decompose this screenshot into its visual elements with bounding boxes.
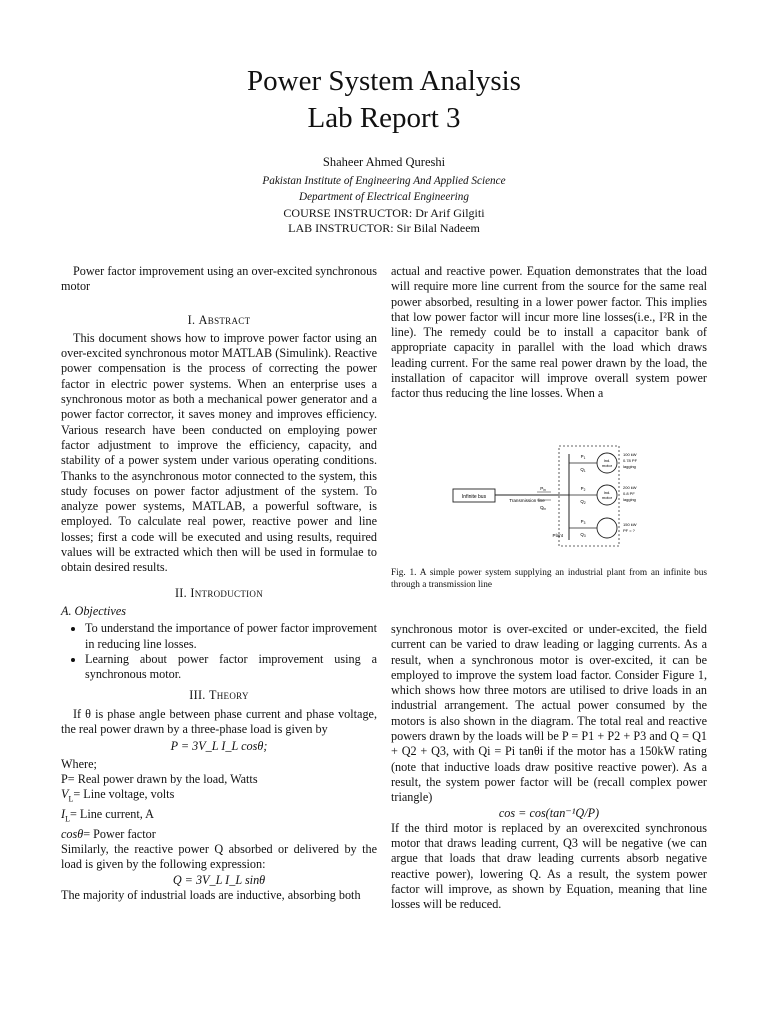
p2-label: $P_2$ bbox=[580, 486, 586, 492]
equation-reactive-power: Q = 3V_L I_L sinθ bbox=[172, 872, 266, 887]
theory-heading: III. Theory bbox=[189, 688, 249, 703]
rating-3-a: 150 kW bbox=[623, 522, 637, 527]
definition-il: $I_L=$ Line current, A bbox=[61, 806, 154, 824]
q1-label: $Q_1$ bbox=[580, 467, 586, 473]
theory-paragraph-1: If θ is phase angle between phase current and phase voltage, the real power drawn by a three-phase load is given by bbox=[61, 706, 377, 737]
rating-3-b: PF = ? bbox=[623, 528, 635, 533]
motor-2-label-a: Ind. bbox=[603, 490, 611, 495]
abstract-text: This document shows how to improve power factor using an over-excited synchronous motor MATLAB (Simulink). Reactive power compensation is the process of correcting the power factor in electric power systems. When an enterprise uses a synchronous motor as both a mechanical power generator and a power factor corrector, it saves money and improves efficiency. Various research have been conducted on employing power factor adjustment to improve the efficiency, capacity, and stability of a power system under various operating conditions. Thanks to the asynchronous motor connected to the system, this study focuses on power factor adjustment of the system. To analyze power systems, MATLAB, a powerful software, is employed. To calculate real power, reactive power and line losses; first a code will be executed and using results, required values will be extracted which then will be used in formulae to obtain desired results. bbox=[61, 330, 377, 575]
right-column-top bbox=[391, 264, 707, 402]
q2-label: $Q_2$ bbox=[580, 499, 586, 505]
motor-3-icon bbox=[597, 518, 617, 538]
theory-paragraph-3: The majority of industrial loads are inductive, absorbing both bbox=[61, 887, 361, 902]
p1-label: $P_1$ bbox=[580, 454, 586, 460]
right-paragraph-3: If the third motor is replaced by an overexcited synchronous motor that draws leading current, Q3 will be negative (we can argue that loads that draw leading currents absorb negative reactive power), lowering Q. As a result, the system power factor will improve, as shown by Equation, meaning that line losses will be reduced. bbox=[391, 820, 707, 912]
intro-paragraph: Power factor improvement using an over-excited synchronous motor bbox=[61, 264, 377, 294]
rating-2-c: lagging bbox=[623, 497, 636, 502]
plant-label: Plant bbox=[552, 533, 563, 538]
rating-1-a: 100 kW bbox=[623, 452, 637, 457]
right-paragraph-1: actual and reactive power. Equation demonstrates that the load will require more line current from the source for the same real power absorbed, resulting in a lower power factor. This implies that low power factor will incur more line losses(i.e., I²R in the line). The remedy could be to install a capacitor bank of appropriate capacity in parallel with the load which draws leading current. For the same real power drawn by the load, the installation of capacitor will improve overall system power factor thus reducing the line losses. When a bbox=[391, 264, 707, 401]
rating-2-b: 0.8 PF bbox=[623, 491, 635, 496]
power-system-diagram bbox=[445, 440, 685, 552]
motor-2-label-b: motor bbox=[601, 495, 613, 500]
transmission-line-label: Transmission line bbox=[509, 498, 545, 503]
rating-2-a: 200 kW bbox=[623, 485, 637, 490]
p3-label: $P_3$ bbox=[580, 519, 586, 525]
introduction-heading: II. Introduction bbox=[174, 585, 264, 600]
right-paragraph-2: synchronous motor is over-excited or under-excited, the field current can be varied to draw leading or lagging currents. As a result, when a synchronous motor is over-excited, it can be employed to improve the system load factor. Consider Figure 1, which shows how three motors are utilised to drive loads in an industrial arrangement. The actual power consumed by the motors is also shown in the diagram. The total real and reactive powers drawn by the loads will be P = P1 + P2 + P3 and Q = Q1 + Q2 + Q3, with Qi = Pi tanθi if the motor has a 150kW rating (note that inductive loads draw positive reactive power). As a result, the system power factor will be (recall complex power triangle) bbox=[391, 622, 707, 805]
left-column bbox=[61, 264, 377, 903]
course-instructor: COURSE INSTRUCTOR: Dr Arif Gilgiti bbox=[283, 206, 485, 220]
q3-label: $Q_3$ bbox=[580, 532, 586, 538]
objectives-list bbox=[61, 621, 377, 682]
right-column-bottom bbox=[391, 622, 707, 913]
objective-item: • To understand the importance of power factor improvement in reducing line losses. bbox=[85, 621, 377, 652]
lab-instructor: LAB INSTRUCTOR: Sir Bilal Nadeem bbox=[288, 221, 480, 235]
definition-vl: $V_L=$ Line voltage, volts bbox=[61, 787, 175, 804]
rating-1-c: lagging bbox=[623, 464, 636, 469]
motor-1-label-a: Ind. bbox=[603, 458, 611, 463]
q-in-label: $Q_{in}$ bbox=[539, 505, 547, 511]
rating-1-b: 0.78 PF bbox=[623, 458, 638, 463]
figure-caption: Fig. 1. A simple power system supplying an industrial plant from an infinite bus through a transmission line bbox=[391, 568, 707, 590]
equation-real-power: P = 3V_L I_L cosθ; bbox=[170, 739, 268, 754]
paper-title: Power System Analysis bbox=[247, 65, 521, 97]
author-department: Department of Electrical Engineering bbox=[299, 191, 469, 203]
definition-p: P= Real power drawn by the load, Watts bbox=[61, 771, 258, 786]
infinite-bus-label: Infinite bus bbox=[461, 494, 487, 500]
motor-1-label-b: motor bbox=[601, 463, 613, 468]
author-name: Shaheer Ahmed Qureshi bbox=[322, 155, 446, 169]
p-in-label: $P_{in}$ bbox=[540, 486, 546, 492]
objective-item: • Learning about power factor improvement using a synchronous motor. bbox=[85, 652, 377, 683]
paper-subtitle: Lab Report 3 bbox=[307, 102, 461, 134]
equation-power-factor: cos = cos(tan⁻¹Q/P) bbox=[498, 805, 600, 820]
where-label: Where; bbox=[61, 756, 97, 771]
objectives-heading: A. Objectives bbox=[61, 603, 126, 618]
definition-cos: cosθ= Power factor bbox=[61, 826, 156, 841]
abstract-heading: I. Abstract bbox=[187, 312, 251, 327]
theory-paragraph-2: Similarly, the reactive power Q absorbed or delivered by the load is given by the following expression: bbox=[61, 841, 377, 872]
author-institute: Pakistan Institute of Engineering And Applied Science bbox=[262, 175, 506, 187]
